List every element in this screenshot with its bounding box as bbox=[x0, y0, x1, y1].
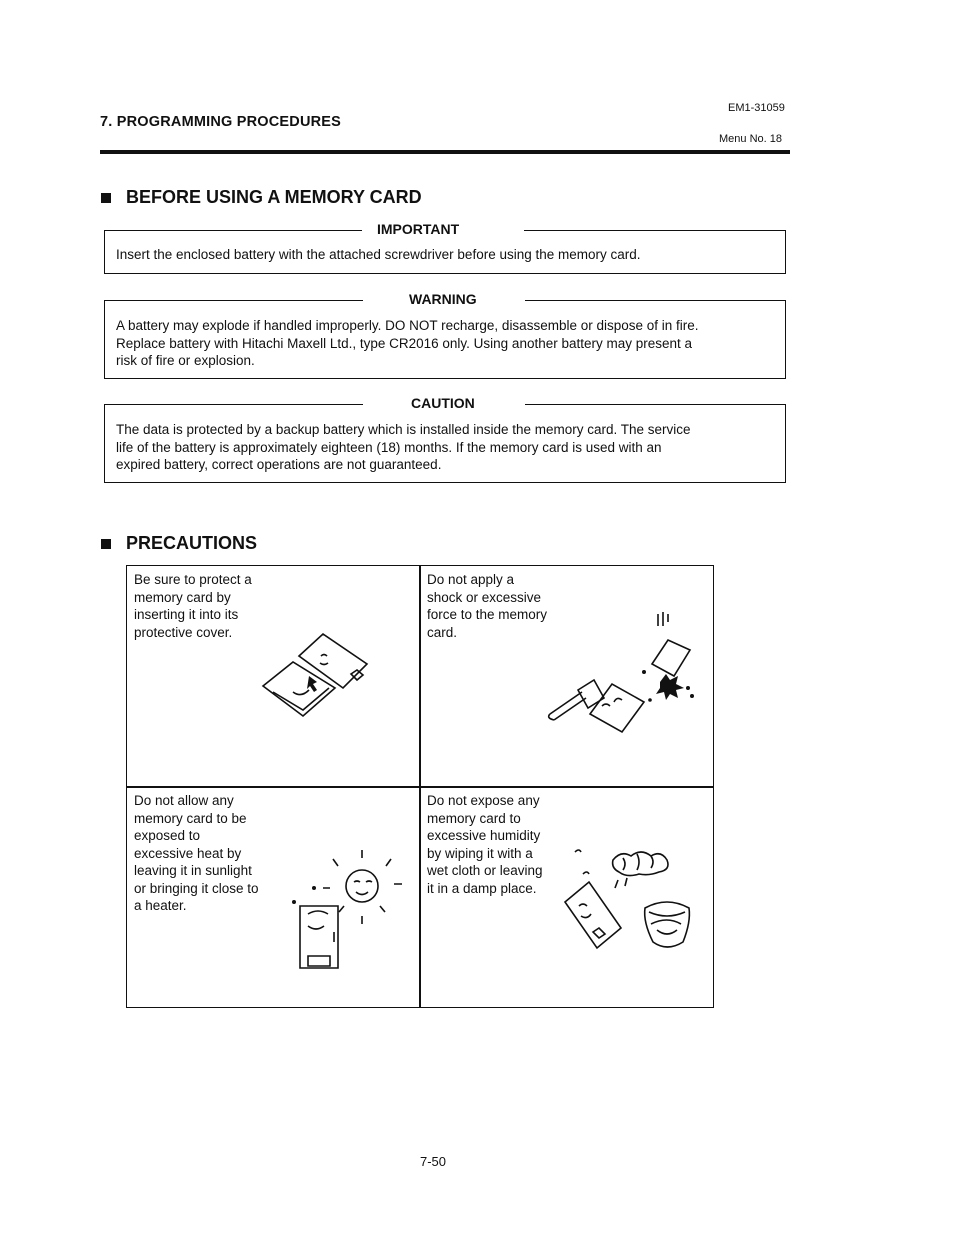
precaution-no-humidity bbox=[427, 792, 543, 897]
square-bullet-icon bbox=[101, 193, 111, 203]
precaution-line: memory card by bbox=[134, 589, 231, 605]
before-using-heading-text: BEFORE USING A MEMORY CARD bbox=[126, 187, 422, 207]
menu-number: Menu No. 18 bbox=[719, 133, 782, 145]
precaution-line: it in a damp place. bbox=[427, 880, 537, 896]
precaution-no-shock bbox=[427, 571, 547, 641]
warning-notice bbox=[104, 291, 786, 379]
card-into-cover-illustration bbox=[257, 626, 372, 736]
precaution-line: inserting it into its bbox=[134, 607, 239, 622]
important-notice bbox=[104, 221, 786, 274]
section-title: 7. PROGRAMMING PROCEDURES bbox=[100, 114, 342, 130]
warning-line: Replace battery with Hitachi Maxell Ltd., type CR2016 only. Using another battery may present a bbox=[116, 335, 693, 351]
before-using-heading bbox=[101, 187, 422, 208]
header-rule bbox=[100, 150, 790, 154]
precaution-line: a heater. bbox=[134, 898, 187, 913]
precaution-line: leaving it in sunlight bbox=[134, 863, 252, 878]
square-bullet-icon bbox=[101, 539, 111, 549]
warning-title: WARNING bbox=[403, 291, 483, 307]
precaution-line: by wiping it with a bbox=[427, 845, 533, 861]
precaution-line: Do not allow any bbox=[134, 793, 234, 808]
caution-line: life of the battery is approximately eighteen (18) months. If the memory card is used with an bbox=[116, 439, 662, 455]
precaution-line: memory card to be bbox=[134, 810, 247, 826]
sun-heat-illustration bbox=[282, 844, 412, 974]
precaution-line: force to the memory bbox=[427, 607, 548, 622]
precaution-line: Do not apply a bbox=[427, 572, 515, 587]
caution-notice bbox=[104, 395, 786, 483]
important-title: IMPORTANT bbox=[371, 221, 465, 237]
precaution-line: shock or excessive bbox=[427, 589, 542, 605]
document-id: EM1-31059 bbox=[728, 102, 785, 114]
important-line: Insert the enclosed battery with the attached screwdriver before using the memory card. bbox=[116, 247, 641, 262]
precaution-protect-cover bbox=[134, 571, 252, 641]
caution-line: The data is protected by a backup battery which is installed inside the memory card. The service bbox=[116, 422, 691, 437]
precaution-line: or bringing it close to bbox=[134, 880, 259, 896]
precaution-line: excessive heat by bbox=[134, 845, 242, 861]
precautions-heading bbox=[101, 533, 257, 554]
caution-body bbox=[116, 421, 771, 474]
precaution-line: Do not expose any bbox=[427, 793, 540, 808]
precautions-heading-text: PRECAUTIONS bbox=[126, 533, 258, 553]
caution-line: expired battery, correct operations are not guaranteed. bbox=[116, 457, 442, 472]
caution-title: CAUTION bbox=[405, 395, 481, 411]
warning-line: risk of fire or explosion. bbox=[116, 353, 255, 368]
precaution-no-heat bbox=[134, 792, 259, 915]
precaution-line: protective cover. bbox=[134, 624, 233, 640]
precaution-line: card. bbox=[427, 624, 458, 640]
warning-line: A battery may explode if handled improperly. DO NOT recharge, disassemble or dispose of in fire. bbox=[116, 318, 699, 333]
page-number: 7-50 bbox=[420, 1154, 447, 1169]
precaution-line: Be sure to protect a bbox=[134, 572, 252, 587]
precaution-line: wet cloth or leaving bbox=[427, 863, 543, 878]
warning-body bbox=[116, 317, 771, 370]
precautions-grid bbox=[126, 565, 714, 1008]
precaution-line: excessive humidity bbox=[427, 828, 541, 843]
precaution-line: exposed to bbox=[134, 828, 201, 843]
wet-cloth-bucket-illustration bbox=[557, 836, 697, 961]
precaution-line: memory card to bbox=[427, 810, 521, 826]
important-body bbox=[116, 246, 771, 264]
hammer-shock-illustration bbox=[542, 606, 702, 741]
